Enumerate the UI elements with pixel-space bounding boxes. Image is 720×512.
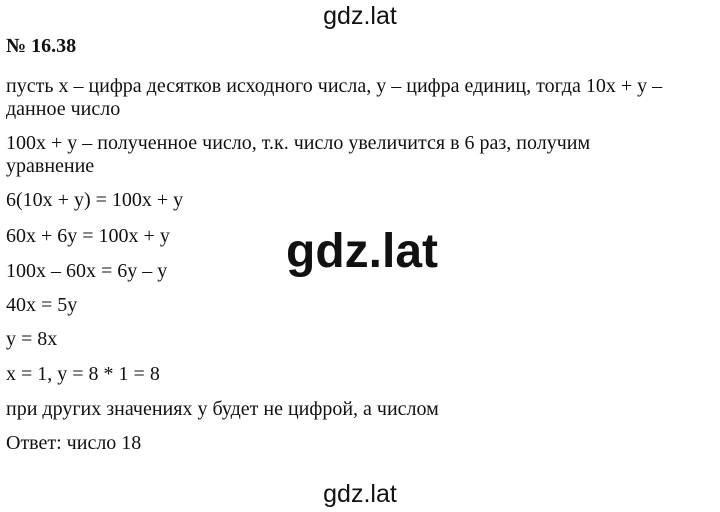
equation-line-2: 60x + 6y = 100x + y [6,225,170,247]
solution-line-2: данное число [6,98,121,120]
problem-title: № 16.38 [6,35,77,57]
watermark-middle: gdz.lat [286,225,438,278]
solution-line-3: 100x + y – полученное число, т.к. число увеличится в 6 раз, получим [6,132,591,154]
answer-line: Ответ: число 18 [6,432,142,454]
equation-line-5: y = 8x [6,328,58,350]
solution-line-1: пусть x – цифра десятков исходного числа, y – цифра единиц, тогда 10x + y – [6,75,663,97]
watermark-bottom: gdz.lat [323,480,397,508]
watermark-top: gdz.lat [323,2,397,30]
equation-line-1: 6(10x + y) = 100x + y [6,189,184,211]
equation-line-3: 100x – 60x = 6y – y [6,260,168,282]
equation-line-4: 40x = 5y [6,294,78,316]
note-line: при других значениях y будет не цифрой, а числом [6,398,439,420]
solution-line-4: уравнение [6,155,95,177]
equation-line-6: x = 1, y = 8 * 1 = 8 [6,363,160,385]
